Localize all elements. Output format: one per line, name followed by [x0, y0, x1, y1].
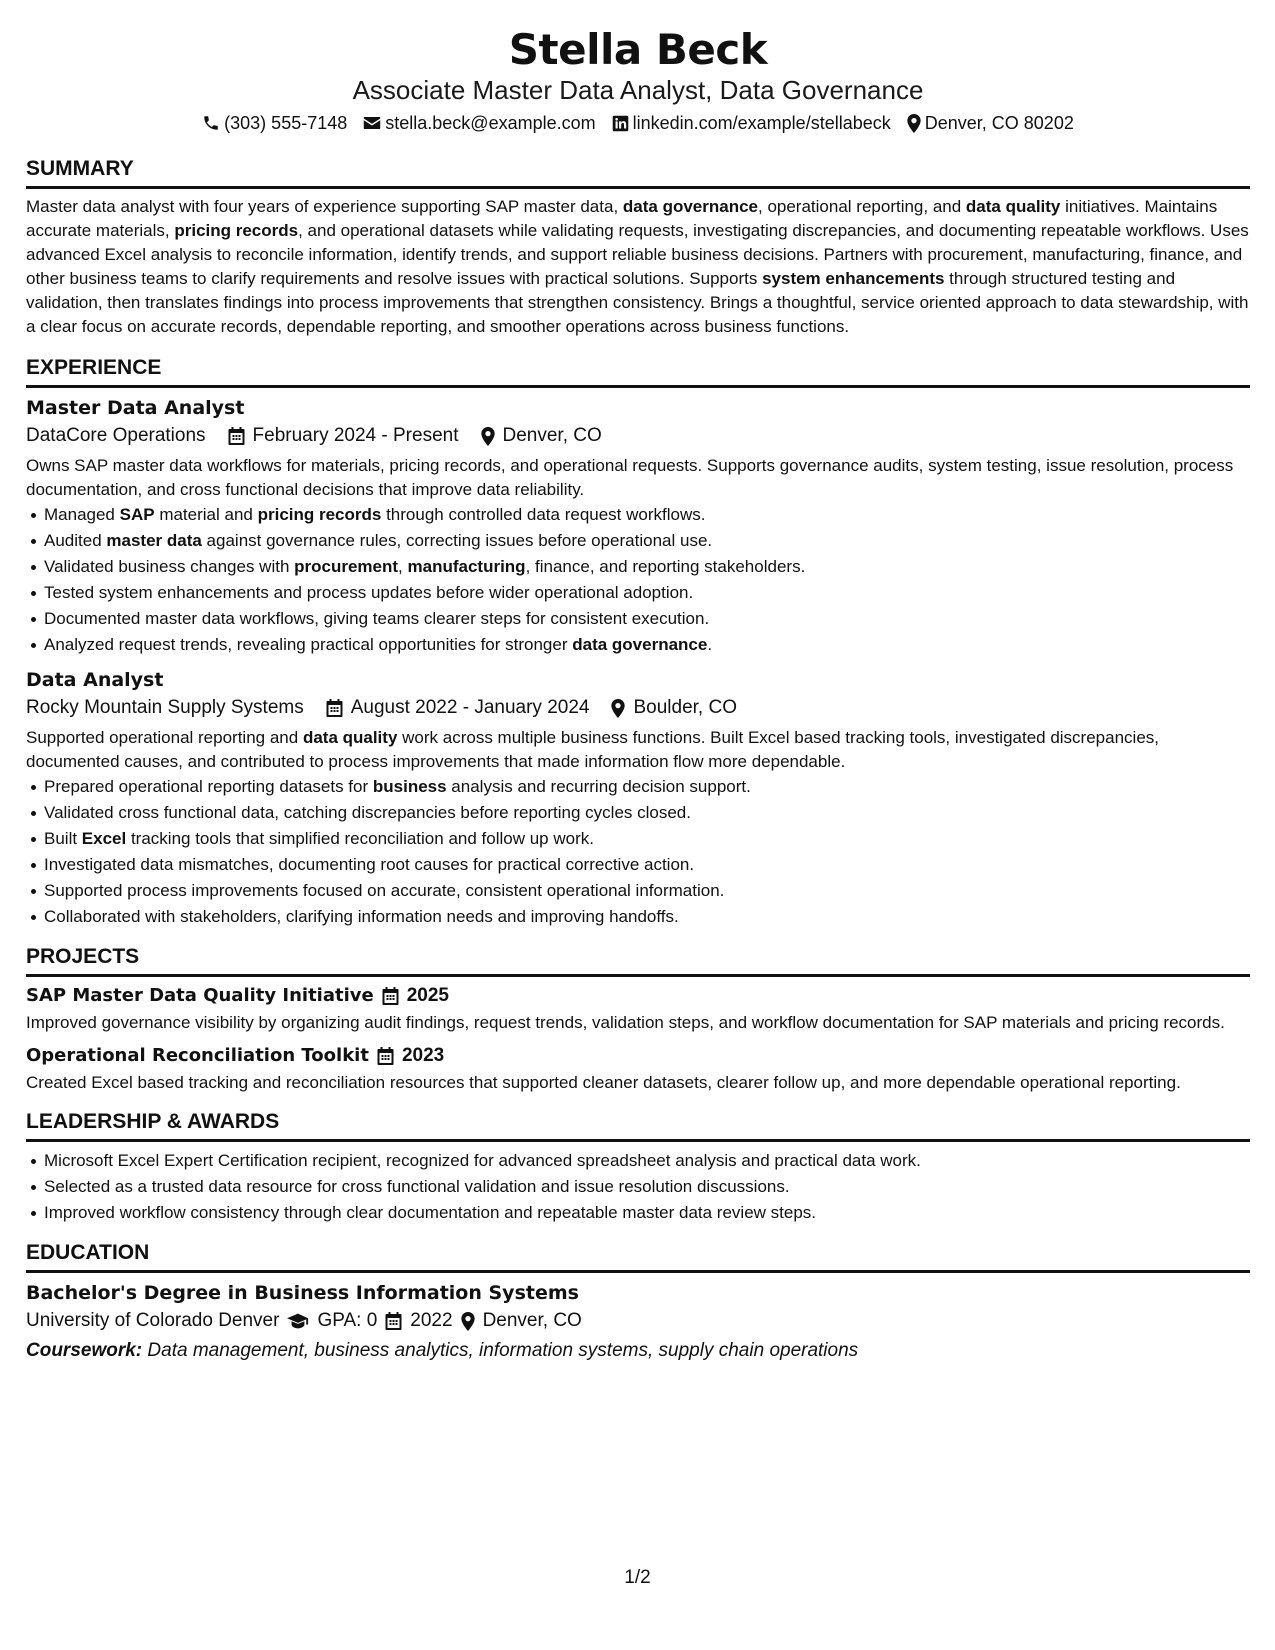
text-run: Managed	[44, 505, 120, 524]
coursework-text: Data management, business analytics, information systems, supply chain operations	[142, 1340, 859, 1361]
text-run: Investigated data mismatches, documenting root causes for practical corrective action.	[44, 855, 695, 874]
emphasis-text: procurement	[294, 557, 399, 576]
experience-section	[26, 355, 1250, 930]
text-run: against governance rules, correcting issues before operational use.	[201, 531, 713, 550]
section-title-leadership: LEADERSHIP & AWARDS	[26, 1109, 1250, 1142]
text-run: Validated cross functional data, catching discrepancies before reporting cycles closed.	[44, 803, 691, 822]
education-section	[26, 1240, 1250, 1365]
job-description	[26, 726, 1250, 774]
education-meta	[26, 1307, 1250, 1335]
job-entry	[26, 394, 1250, 658]
text-run: Validated business changes with	[44, 557, 295, 576]
text-run: through structured testing and validation, then translates findings into process improvements that strengthen consistency. Brings a thoughtful, service oriented approach to data stewardship, with a clear focus on accurate records, dependable reporting, and smoother operations across business functions.	[26, 269, 1249, 336]
job-dates: February 2024 - Present	[252, 425, 459, 446]
linkedin-text: linkedin.com/example/stellabeck	[632, 113, 891, 133]
text-run: , operational reporting, and	[758, 197, 966, 216]
text-run: , and operational datasets while validating requests, investigating discrepancies, and documenting repeatable workflows. Uses advanced Excel analysis to reconcile information, identify trends, and support reliable business decisions. Partners with procurement, manufacturing, finance, and other business teams to clarify requirements and resolve issues with practical solutions. Supports	[26, 221, 1249, 288]
contact-location	[907, 108, 1074, 138]
emphasis-text: business	[372, 777, 447, 796]
text-run: Collaborated with stakeholders, clarifying information needs and improving handoffs.	[44, 907, 679, 926]
list-item	[44, 878, 1250, 904]
list-item	[44, 632, 1250, 658]
company-name: Rocky Mountain Supply Systems	[26, 697, 304, 718]
project-name: Operational Reconciliation Toolkit	[26, 1045, 369, 1066]
emphasis-text: manufacturing	[407, 557, 526, 576]
list-item: Improved workflow consistency through clear documentation and repeatable master data review steps.	[44, 1200, 1250, 1226]
text-run: initiatives. Maintains accurate materials,	[26, 197, 1218, 240]
list-item	[44, 554, 1250, 580]
graduation-cap-icon	[287, 1313, 309, 1329]
calendar-icon	[326, 699, 343, 717]
text-run: through controlled data request workflows.	[381, 505, 706, 524]
project-year: 2023	[401, 1045, 445, 1066]
list-item	[44, 502, 1250, 528]
job-dates: August 2022 - January 2024	[350, 697, 590, 718]
company-name: DataCore Operations	[26, 425, 206, 446]
project-heading	[26, 983, 1250, 1009]
text-run: Supported operational reporting and	[26, 728, 303, 747]
emphasis-text: master data	[106, 531, 202, 550]
text-run: .	[707, 635, 713, 654]
text-run: Documented master data workflows, giving teams clearer steps for consistent execution.	[44, 609, 710, 628]
contact-phone[interactable]	[202, 108, 347, 138]
text-run: work across multiple business functions. Built Excel based tracking tools, investigated discrepancies, documented causes, and contributed to process improvements that made information flow more dependable.	[26, 728, 1159, 771]
map-pin-icon	[461, 1312, 475, 1331]
job-meta	[26, 694, 1250, 722]
section-title-experience: EXPERIENCE	[26, 355, 1250, 388]
text-run: Master data analyst with four years of experience supporting SAP master data,	[26, 197, 623, 216]
map-pin-icon	[907, 114, 921, 133]
calendar-icon	[385, 1312, 402, 1330]
coursework-label: Coursework:	[26, 1340, 143, 1361]
list-item	[44, 852, 1250, 878]
list-item	[44, 528, 1250, 554]
map-pin-icon	[611, 699, 625, 718]
emphasis-text: SAP	[119, 505, 155, 524]
project-year: 2025	[406, 985, 449, 1006]
emphasis-text: data governance	[572, 635, 708, 654]
job-meta	[26, 422, 1250, 450]
list-item	[44, 774, 1250, 800]
school-location: Denver, CO	[482, 1310, 582, 1331]
summary-text	[26, 195, 1250, 339]
emphasis-text: Excel	[81, 829, 127, 848]
list-item	[44, 826, 1250, 852]
coursework	[26, 1337, 1250, 1365]
linkedin-icon	[612, 115, 629, 132]
job-bullets	[26, 774, 1250, 930]
list-item: Microsoft Excel Expert Certification recipient, recognized for advanced spreadsheet analysis and practical data work.	[44, 1148, 1250, 1174]
projects-section	[26, 944, 1250, 1095]
job-location: Denver, CO	[502, 425, 602, 446]
map-pin-icon	[481, 427, 495, 446]
list-item	[44, 606, 1250, 632]
emphasis-text: system enhancements	[762, 269, 945, 288]
leadership-section	[26, 1109, 1250, 1226]
phone-icon	[202, 114, 220, 132]
candidate-name: Stella Beck	[508, 25, 768, 74]
school-name: University of Colorado Denver	[26, 1310, 280, 1331]
text-run: Analyzed request trends, revealing practical opportunities for stronger	[44, 635, 573, 654]
emphasis-text: data governance	[622, 197, 758, 216]
gpa-text: GPA: 0	[317, 1310, 378, 1331]
calendar-icon	[228, 427, 245, 445]
page-number: 1/2	[624, 1567, 651, 1588]
text-run: Tested system enhancements and process updates before wider operational adoption.	[44, 583, 694, 602]
job-location: Boulder, CO	[633, 697, 737, 718]
text-run: Supported process improvements focused on accurate, consistent operational information.	[44, 881, 725, 900]
leadership-bullets	[26, 1148, 1250, 1226]
project-entry	[26, 983, 1250, 1035]
section-title-education: EDUCATION	[26, 1240, 1250, 1273]
project-name: SAP Master Data Quality Initiative	[26, 985, 374, 1006]
calendar-icon	[377, 1047, 394, 1065]
list-item	[44, 904, 1250, 930]
job-title: Data Analyst	[26, 669, 164, 691]
text-run: , finance, and reporting stakeholders.	[525, 557, 806, 576]
calendar-icon	[382, 987, 399, 1005]
summary-section	[26, 156, 1250, 339]
job-title: Master Data Analyst	[26, 397, 245, 419]
emphasis-text: pricing records	[174, 221, 299, 240]
phone-text: (303) 555-7148	[224, 113, 348, 133]
list-item	[44, 800, 1250, 826]
location-text: Denver, CO 80202	[924, 113, 1074, 133]
degree-title: Bachelor's Degree in Business Information Systems	[26, 1282, 579, 1304]
text-run: analysis and recurring decision support.	[446, 777, 751, 796]
project-heading	[26, 1043, 1250, 1069]
envelope-icon	[363, 115, 381, 131]
contact-bar	[26, 108, 1250, 138]
section-title-summary: SUMMARY	[26, 156, 1250, 189]
graduation-year: 2022	[410, 1310, 453, 1331]
resume-content	[26, 26, 1250, 1365]
text-run: tracking tools that simplified reconciliation and follow up work.	[126, 829, 594, 848]
list-item	[44, 580, 1250, 606]
project-description: Improved governance visibility by organizing audit findings, request trends, validation steps, and workflow documentation for SAP materials and pricing records.	[26, 1013, 1225, 1032]
text-run: Audited	[44, 531, 107, 550]
section-title-projects: PROJECTS	[26, 944, 1250, 977]
text-run: Prepared operational reporting datasets for	[44, 777, 373, 796]
emphasis-text: pricing records	[257, 505, 382, 524]
project-entry	[26, 1043, 1250, 1095]
emphasis-text: data quality	[965, 197, 1061, 216]
contact-linkedin[interactable]	[612, 108, 891, 138]
job-entry	[26, 666, 1250, 930]
resume-header	[26, 26, 1250, 138]
candidate-headline: Associate Master Data Analyst, Data Governance	[352, 75, 924, 105]
job-bullets	[26, 502, 1250, 658]
text-run: Built	[44, 829, 82, 848]
project-description: Created Excel based tracking and reconciliation resources that supported cleaner datasets, clearer follow up, and more dependable operational reporting.	[26, 1073, 1181, 1092]
list-item: Selected as a trusted data resource for cross functional validation and issue resolution discussions.	[44, 1174, 1250, 1200]
emphasis-text: data quality	[302, 728, 398, 747]
contact-email[interactable]	[363, 108, 595, 138]
text-run: ,	[398, 557, 408, 576]
email-text: stella.beck@example.com	[385, 113, 596, 133]
job-description: Owns SAP master data workflows for materials, pricing records, and operational requests. Supports governance audits, system testing, issue resolution, process documentation, and cross functional decisions that improve data reliability.	[26, 456, 1234, 499]
text-run: material and	[154, 505, 258, 524]
